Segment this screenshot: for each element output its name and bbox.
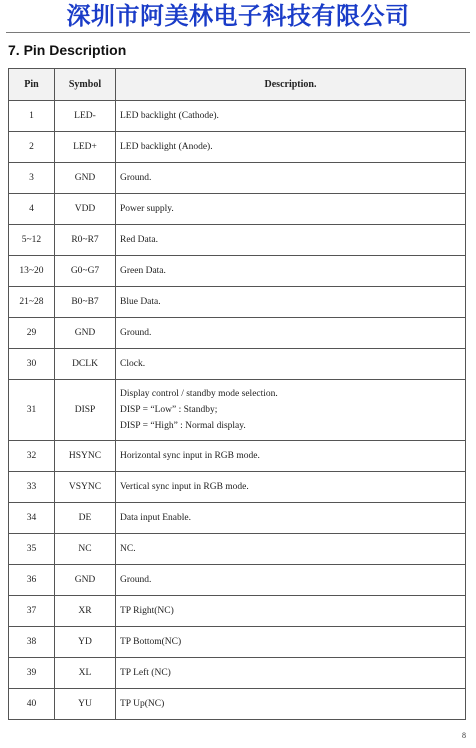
symbol-cell: YU	[55, 689, 116, 720]
description-cell: Power supply.	[116, 194, 466, 225]
pin-cell: 21~28	[9, 287, 55, 318]
description-cell: TP Left (NC)	[116, 658, 466, 689]
pin-cell: 29	[9, 318, 55, 349]
symbol-cell: HSYNC	[55, 441, 116, 472]
table-row	[9, 194, 466, 225]
description-cell	[116, 380, 466, 441]
pin-cell: 39	[9, 658, 55, 689]
table-row	[9, 380, 466, 441]
pin-cell: 31	[9, 380, 55, 441]
description-cell: Clock.	[116, 349, 466, 380]
table-row	[9, 441, 466, 472]
pin-cell: 36	[9, 565, 55, 596]
table-row	[9, 349, 466, 380]
description-cell: Vertical sync input in RGB mode.	[116, 472, 466, 503]
symbol-cell: GND	[55, 565, 116, 596]
description-line: Display control / standby mode selection.	[120, 389, 278, 399]
company-header: 深圳市阿美林电子科技有限公司	[66, 2, 410, 30]
pin-cell: 37	[9, 596, 55, 627]
symbol-cell: DE	[55, 503, 116, 534]
pin-description-table	[8, 68, 466, 720]
symbol-cell: NC	[55, 534, 116, 565]
table-row	[9, 503, 466, 534]
table-row	[9, 596, 466, 627]
description-line: DISP = “High” : Normal display.	[120, 421, 246, 431]
description-cell: TP Right(NC)	[116, 596, 466, 627]
pin-cell: 13~20	[9, 256, 55, 287]
pin-cell: 34	[9, 503, 55, 534]
symbol-cell: XR	[55, 596, 116, 627]
table-header-row	[9, 69, 466, 101]
pin-cell: 5~12	[9, 225, 55, 256]
table-row	[9, 472, 466, 503]
table-row	[9, 689, 466, 720]
description-cell: TP Up(NC)	[116, 689, 466, 720]
header-pin: Pin	[9, 69, 55, 101]
description-cell: LED backlight (Anode).	[116, 132, 466, 163]
pin-cell: 38	[9, 627, 55, 658]
pin-cell: 3	[9, 163, 55, 194]
symbol-cell: DCLK	[55, 349, 116, 380]
pin-cell: 32	[9, 441, 55, 472]
table-row	[9, 101, 466, 132]
description-cell: Ground.	[116, 565, 466, 596]
table-row	[9, 163, 466, 194]
symbol-cell: R0~R7	[55, 225, 116, 256]
table-row	[9, 318, 466, 349]
table-row	[9, 225, 466, 256]
symbol-cell: GND	[55, 318, 116, 349]
symbol-cell: YD	[55, 627, 116, 658]
symbol-cell: DISP	[55, 380, 116, 441]
section-title: 7. Pin Description	[8, 42, 127, 58]
pin-cell: 40	[9, 689, 55, 720]
symbol-cell: LED+	[55, 132, 116, 163]
symbol-cell: G0~G7	[55, 256, 116, 287]
pin-cell: 1	[9, 101, 55, 132]
symbol-cell: GND	[55, 163, 116, 194]
description-cell: Green Data.	[116, 256, 466, 287]
header-description: Description.	[116, 69, 466, 101]
description-cell: TP Bottom(NC)	[116, 627, 466, 658]
symbol-cell: VDD	[55, 194, 116, 225]
description-cell: LED backlight (Cathode).	[116, 101, 466, 132]
pin-cell: 35	[9, 534, 55, 565]
table-row	[9, 287, 466, 318]
description-cell: Data input Enable.	[116, 503, 466, 534]
symbol-cell: LED-	[55, 101, 116, 132]
page-number: 8	[462, 731, 466, 740]
description-cell: Blue Data.	[116, 287, 466, 318]
table-row	[9, 132, 466, 163]
table-row	[9, 256, 466, 287]
pin-cell: 33	[9, 472, 55, 503]
header-divider	[6, 32, 470, 33]
description-cell: Ground.	[116, 163, 466, 194]
table-row	[9, 565, 466, 596]
pin-cell: 30	[9, 349, 55, 380]
description-cell: Ground.	[116, 318, 466, 349]
table-row	[9, 658, 466, 689]
description-cell: Horizontal sync input in RGB mode.	[116, 441, 466, 472]
pin-cell: 2	[9, 132, 55, 163]
header-symbol: Symbol	[55, 69, 116, 101]
description-line: DISP = “Low” : Standby;	[120, 405, 218, 415]
symbol-cell: VSYNC	[55, 472, 116, 503]
symbol-cell: XL	[55, 658, 116, 689]
table-row	[9, 534, 466, 565]
description-cell: Red Data.	[116, 225, 466, 256]
table-row	[9, 627, 466, 658]
symbol-cell: B0~B7	[55, 287, 116, 318]
description-cell: NC.	[116, 534, 466, 565]
pin-cell: 4	[9, 194, 55, 225]
